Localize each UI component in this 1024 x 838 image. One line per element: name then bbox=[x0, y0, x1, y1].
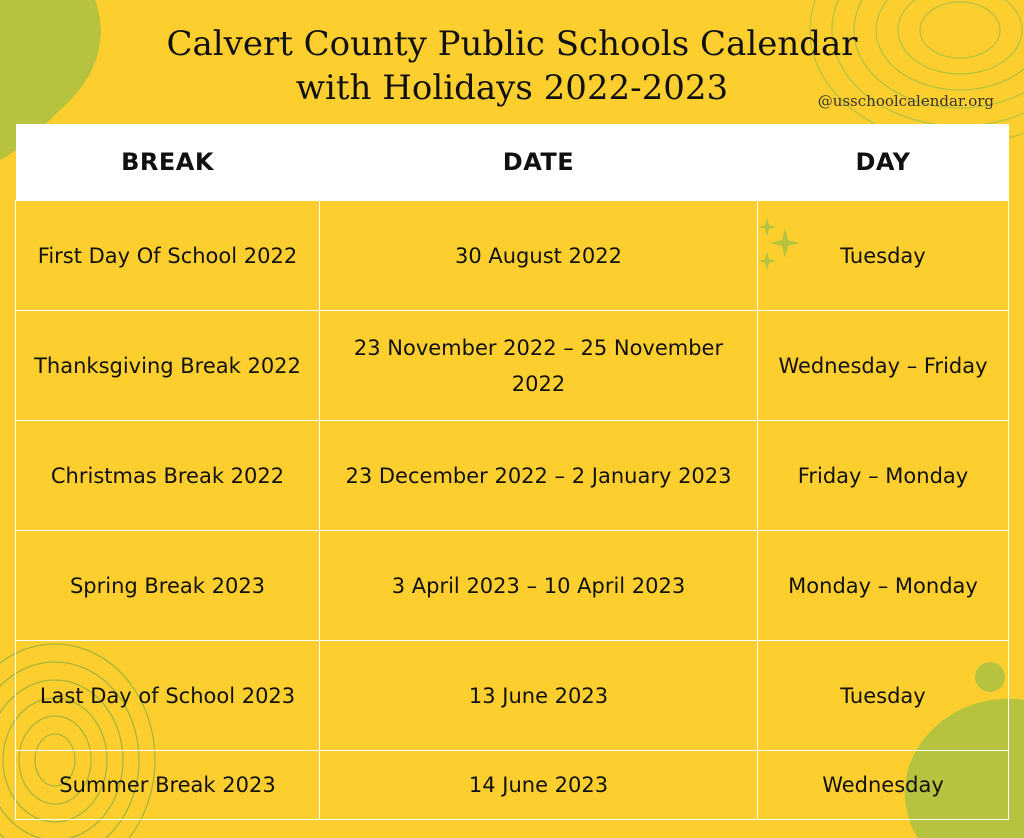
header-day: DAY bbox=[758, 124, 1009, 201]
watermark: @usschoolcalendar.org bbox=[817, 92, 994, 110]
table-row bbox=[16, 311, 1009, 421]
sparkle-icon bbox=[755, 218, 803, 274]
title-line-2: with Holidays 2022-2023 bbox=[295, 68, 729, 108]
day-cell: Monday – Monday bbox=[758, 531, 1009, 641]
break-cell: Spring Break 2023 bbox=[16, 531, 320, 641]
header-break: BREAK bbox=[16, 124, 320, 201]
break-cell: Thanksgiving Break 2022 bbox=[16, 311, 320, 421]
break-cell: First Day Of School 2022 bbox=[16, 201, 320, 311]
title-line-1: Calvert County Public Schools Calendar bbox=[166, 24, 858, 64]
date-cell: 13 June 2023 bbox=[320, 641, 758, 751]
table-header-row bbox=[16, 124, 1009, 201]
day-cell: Wednesday bbox=[758, 751, 1009, 820]
day-cell: Tuesday bbox=[758, 201, 1009, 311]
date-cell: 14 June 2023 bbox=[320, 751, 758, 820]
table-row bbox=[16, 641, 1009, 751]
table-row bbox=[16, 421, 1009, 531]
date-cell: 30 August 2022 bbox=[320, 201, 758, 311]
break-cell: Christmas Break 2022 bbox=[16, 421, 320, 531]
date-cell: 23 November 2022 – 25 November 2022 bbox=[320, 311, 758, 421]
table-row bbox=[16, 531, 1009, 641]
table-row bbox=[16, 751, 1009, 820]
header-date: DATE bbox=[320, 124, 758, 201]
day-cell: Friday – Monday bbox=[758, 421, 1009, 531]
break-cell: Summer Break 2023 bbox=[16, 751, 320, 820]
day-cell: Wednesday – Friday bbox=[758, 311, 1009, 421]
date-cell: 3 April 2023 – 10 April 2023 bbox=[320, 531, 758, 641]
calendar-table bbox=[15, 124, 1009, 820]
break-cell: Last Day of School 2023 bbox=[16, 641, 320, 751]
table-row bbox=[16, 201, 1009, 311]
date-cell: 23 December 2022 – 2 January 2023 bbox=[320, 421, 758, 531]
day-cell: Tuesday bbox=[758, 641, 1009, 751]
